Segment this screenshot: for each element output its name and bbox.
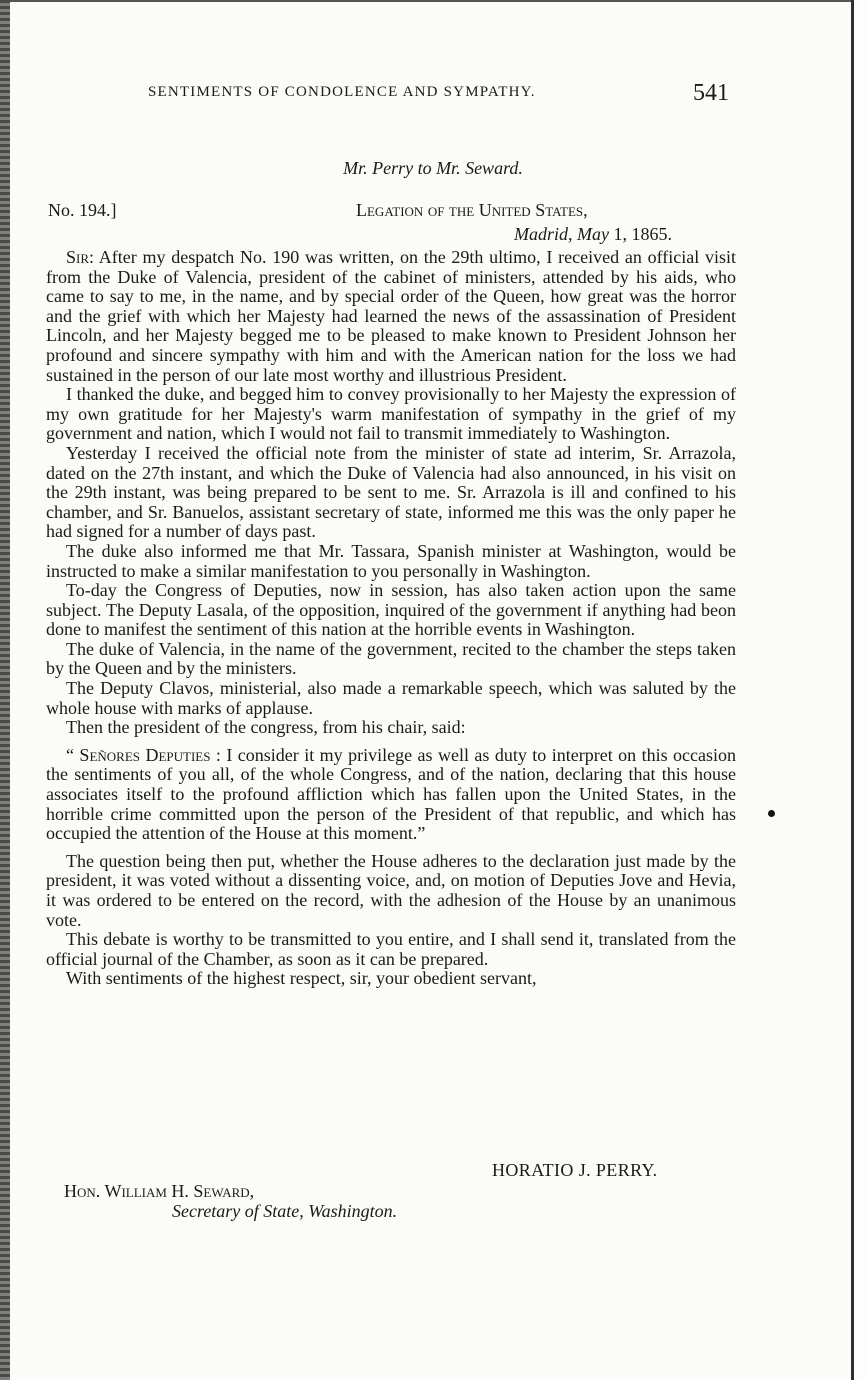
paragraph bbox=[46, 248, 736, 385]
addressee-title: Secretary of State, Washington. bbox=[172, 1201, 398, 1221]
letter-heading: Mr. Perry to Mr. Seward. bbox=[343, 158, 523, 178]
quote-text: I consider it my privilege as well as duty to interpret on this occasion the sentiments of you all, of the whole Congress, and of the nation, declaring that this house associates itself to the profound affliction which has fallen upon the United States, in the horrible crime committed upon the person of the President of that republic, and which has occupied the attention of the House at this moment.” bbox=[46, 744, 737, 844]
paragraph: Yesterday I received the official note from the minister of state ad interim, Sr. Arrazola, dated on the 27th instant, and which the Duke of Valencia had also announced, in his visit on the 29th instant, was being prepared to be sent to me. Sr. Arrazola is ill and confined to his chamber, and Sr. Banuelos, assistant secretary of state, informed me this was the only paper he had signed for a number of days past. bbox=[46, 442, 736, 542]
paragraph: The Deputy Clavos, ministerial, also made a remarkable speech, which was saluted by the whole house with marks of applause. bbox=[46, 678, 736, 718]
paragraph: The duke of Valencia, in the name of the government, recited to the chamber the steps taken by the Queen and by the ministers. bbox=[46, 638, 736, 679]
quoted-speech bbox=[46, 746, 736, 844]
paragraph: The duke also informed me that Mr. Tassara, Spanish minister at Washington, would be instructed to make a similar manifestation to you personally in Washington. bbox=[46, 540, 736, 581]
salutation: Sir: bbox=[66, 247, 95, 267]
dateline-place: Madrid, May bbox=[514, 224, 609, 244]
letter-body bbox=[46, 248, 736, 989]
paragraph: I thanked the duke, and begged him to convey provisionally to her Majesty the expression of my own gratitude for her Majesty's warm manifestation of sympathy in the grief of my government and nation, which I would not fail to transmit immediately to Washington. bbox=[46, 384, 736, 444]
paragraph: Then the president of the congress, from his chair, said: bbox=[66, 717, 466, 738]
paragraph-text: After my despatch No. 190 was written, on the 29th ultimo, I received an official visit from the Duke of Valencia, president of the cabinet of ministers, attended by his aids, who came to say to me, in the name, and by special order of the Queen, how great was the horror and the grief with which her Majesty had learned the news of the assassination of President Lincoln, and her Majesty begged me to be pleased to make known to President Johnson her profound and sincere sympathy with him and with the American nation for the loss we had sustained in the person of our late most worthy and illustrious President. bbox=[46, 247, 736, 385]
legation-line: Legation of the United States, bbox=[356, 200, 588, 220]
dateline bbox=[514, 224, 672, 245]
dateline-date: 1, 1865. bbox=[613, 224, 672, 244]
page-number: 541 bbox=[693, 80, 729, 106]
signature: HORATIO J. PERRY. bbox=[492, 1160, 658, 1180]
ink-speck bbox=[768, 810, 775, 817]
page-right-margin bbox=[854, 0, 866, 1380]
paragraph: This debate is worthy to be transmitted to you entire, and I shall send it, translated from the official journal of the Chamber, as soon as it can be prepared. bbox=[46, 929, 736, 969]
quote-opening: “ Señores Deputies : bbox=[66, 744, 221, 765]
closing-line: With sentiments of the highest respect, sir, your obedient servant, bbox=[66, 968, 537, 989]
paragraph: To-day the Congress of Deputies, now in session, has also taken action upon the same subject. The Deputy Lasala, of the opposition, inquired of the government if anything had beon done to manifest the sentiment of this nation at the horrible events in Washington. bbox=[46, 580, 736, 640]
despatch-number: No. 194.] bbox=[48, 200, 117, 220]
addressee: Hon. William H. Seward, bbox=[64, 1181, 255, 1201]
page-binding-edge bbox=[0, 0, 10, 1380]
running-head: SENTIMENTS OF CONDOLENCE AND SYMPATHY. bbox=[148, 84, 536, 100]
top-rule bbox=[10, 0, 851, 2]
paragraph: The question being then put, whether the House adheres to the declaration just made by the president, it was voted without a dissenting voice, and, on motion of Deputies Jove and Hevia, it was ordered to be entered on the record, with the adhesion of the House by an unanimous vote. bbox=[46, 850, 736, 930]
